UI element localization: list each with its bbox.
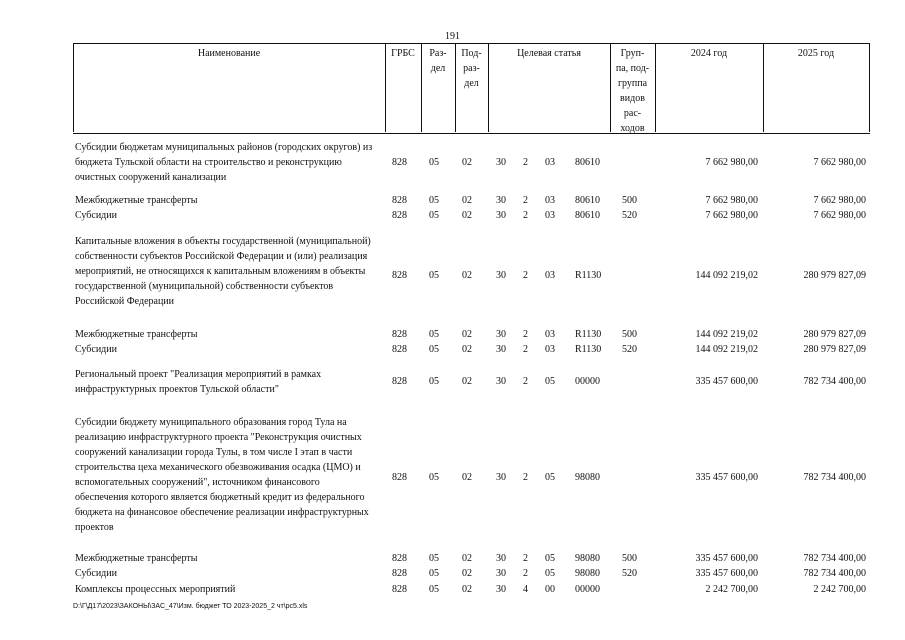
row-name: Субсидии бюджету муниципального образования город Тула на реализацию инфраструктурного проекта "Реконструкция очистных сооружений канализации города Тулы, в том числе I этап в части строительства цеха механического обезвоживания осадка (ЦМО) и вспомогательных сооружений", источником финансового обеспечения которого является бюджетный кредит из федерального бюджета на финансовое обеспечение реализации инфраструктурных проектов bbox=[75, 417, 369, 533]
cell-t4: 98080 bbox=[575, 568, 600, 579]
cell-t4: 98080 bbox=[575, 472, 600, 483]
cell-y2024: 7 662 980,00 bbox=[705, 210, 758, 221]
cell-pr: 02 bbox=[462, 210, 472, 221]
cell-y2025: 782 734 400,00 bbox=[803, 376, 866, 387]
cell-y2024: 2 242 700,00 bbox=[705, 584, 758, 595]
cell-y2025: 2 242 700,00 bbox=[813, 584, 866, 595]
cell-pr: 02 bbox=[462, 195, 472, 206]
cell-t1: 30 bbox=[496, 344, 506, 355]
row-name: Комплексы процессных мероприятий bbox=[75, 584, 236, 595]
file-path-footer: D:\Г\Д17\2023\ЗАКОНЫ\ЗАС_47\Изм. бюджет ТО 2023-2025_2 чт\рс5.xls bbox=[73, 603, 308, 610]
cell-y2024: 335 457 600,00 bbox=[695, 568, 758, 579]
cell-rz: 05 bbox=[429, 210, 439, 221]
cell-t1: 30 bbox=[496, 195, 506, 206]
cell-y2025: 782 734 400,00 bbox=[803, 472, 866, 483]
cell-y2024: 144 092 219,02 bbox=[695, 329, 758, 340]
cell-y2024: 144 092 219,02 bbox=[695, 344, 758, 355]
cell-rz: 05 bbox=[429, 329, 439, 340]
row-name: Межбюджетные трансферты bbox=[75, 553, 198, 564]
cell-vr: 520 bbox=[622, 568, 637, 579]
cell-grbs: 828 bbox=[392, 344, 407, 355]
cell-pr: 02 bbox=[462, 329, 472, 340]
cell-t1: 30 bbox=[496, 210, 506, 221]
cell-grbs: 828 bbox=[392, 270, 407, 281]
cell-y2025: 7 662 980,00 bbox=[813, 157, 866, 168]
cell-y2024: 335 457 600,00 bbox=[695, 472, 758, 483]
cell-t1: 30 bbox=[496, 472, 506, 483]
cell-t4: 00000 bbox=[575, 584, 600, 595]
cell-rz: 05 bbox=[429, 568, 439, 579]
cell-y2024: 335 457 600,00 bbox=[695, 376, 758, 387]
row-name: Субсидии bbox=[75, 344, 117, 355]
cell-rz: 05 bbox=[429, 376, 439, 387]
row-name: Субсидии бюджетам муниципальных районов (городских округов) из бюджета Тульской области на строительство и реконструкцию очистных сооружений канализации bbox=[75, 142, 373, 183]
cell-t3: 00 bbox=[545, 584, 555, 595]
cell-t1: 30 bbox=[496, 329, 506, 340]
cell-t2: 2 bbox=[523, 568, 528, 579]
cell-grbs: 828 bbox=[392, 210, 407, 221]
cell-pr: 02 bbox=[462, 376, 472, 387]
cell-t3: 05 bbox=[545, 376, 555, 387]
cell-t1: 30 bbox=[496, 553, 506, 564]
cell-y2024: 144 092 219,02 bbox=[695, 270, 758, 281]
cell-t4: 00000 bbox=[575, 376, 600, 387]
cell-t2: 2 bbox=[523, 329, 528, 340]
cell-t4: 80610 bbox=[575, 195, 600, 206]
cell-t2: 4 bbox=[523, 584, 528, 595]
header-divider bbox=[869, 43, 870, 132]
cell-y2024: 7 662 980,00 bbox=[705, 195, 758, 206]
cell-t1: 30 bbox=[496, 157, 506, 168]
cell-t3: 03 bbox=[545, 157, 555, 168]
cell-vr: 520 bbox=[622, 210, 637, 221]
col-header-2025: 2025 год bbox=[797, 48, 835, 59]
cell-t3: 03 bbox=[545, 329, 555, 340]
cell-y2024: 335 457 600,00 bbox=[695, 553, 758, 564]
cell-t4: R1130 bbox=[575, 270, 602, 281]
cell-t3: 05 bbox=[545, 472, 555, 483]
cell-t3: 03 bbox=[545, 210, 555, 221]
cell-t2: 2 bbox=[523, 270, 528, 281]
row-name: Капитальные вложения в объекты государственной (муниципальной) собственности субъектов Российской Федерации и (или) реализация мероприятий, не относящихся к капитальным вложениям в объекты государственной (муниципальной) собственности субъектов Российской Федерации bbox=[75, 236, 371, 307]
cell-vr: 500 bbox=[622, 329, 637, 340]
cell-t1: 30 bbox=[496, 376, 506, 387]
cell-pr: 02 bbox=[462, 344, 472, 355]
cell-t2: 2 bbox=[523, 553, 528, 564]
cell-vr: 500 bbox=[622, 553, 637, 564]
page-number: 191 bbox=[445, 31, 460, 42]
cell-t2: 2 bbox=[523, 157, 528, 168]
cell-pr: 02 bbox=[462, 157, 472, 168]
cell-y2025: 7 662 980,00 bbox=[813, 195, 866, 206]
cell-rz: 05 bbox=[429, 472, 439, 483]
row-name: Субсидии bbox=[75, 210, 117, 221]
cell-t4: R1130 bbox=[575, 329, 602, 340]
col-header-gruppa: Груп- па, под- группа видов рас- ходов bbox=[615, 48, 650, 134]
cell-grbs: 828 bbox=[392, 329, 407, 340]
cell-vr: 520 bbox=[622, 344, 637, 355]
cell-pr: 02 bbox=[462, 584, 472, 595]
cell-y2025: 782 734 400,00 bbox=[803, 553, 866, 564]
cell-t1: 30 bbox=[496, 568, 506, 579]
cell-t3: 03 bbox=[545, 270, 555, 281]
col-header-celevaya: Целевая статья bbox=[517, 48, 581, 59]
cell-grbs: 828 bbox=[392, 553, 407, 564]
cell-pr: 02 bbox=[462, 553, 472, 564]
col-header-name: Наименование bbox=[197, 48, 261, 59]
cell-y2025: 280 979 827,09 bbox=[803, 344, 866, 355]
cell-rz: 05 bbox=[429, 553, 439, 564]
cell-rz: 05 bbox=[429, 195, 439, 206]
cell-y2025: 7 662 980,00 bbox=[813, 210, 866, 221]
cell-t3: 05 bbox=[545, 568, 555, 579]
cell-grbs: 828 bbox=[392, 195, 407, 206]
cell-pr: 02 bbox=[462, 270, 472, 281]
cell-rz: 05 bbox=[429, 344, 439, 355]
col-header-grbs: ГРБС bbox=[391, 48, 415, 59]
cell-t2: 2 bbox=[523, 195, 528, 206]
cell-t1: 30 bbox=[496, 270, 506, 281]
row-name: Региональный проект "Реализация мероприятий в рамках инфраструктурных проектов Тульской области" bbox=[75, 369, 322, 395]
cell-grbs: 828 bbox=[392, 472, 407, 483]
cell-t2: 2 bbox=[523, 376, 528, 387]
cell-y2024: 7 662 980,00 bbox=[705, 157, 758, 168]
row-name: Межбюджетные трансферты bbox=[75, 329, 198, 340]
cell-t4: 80610 bbox=[575, 157, 600, 168]
cell-t3: 05 bbox=[545, 553, 555, 564]
cell-grbs: 828 bbox=[392, 157, 407, 168]
cell-vr: 500 bbox=[622, 195, 637, 206]
cell-t4: R1130 bbox=[575, 344, 602, 355]
col-header-2024: 2024 год bbox=[690, 48, 728, 59]
cell-y2025: 280 979 827,09 bbox=[803, 329, 866, 340]
row-name: Субсидии bbox=[75, 568, 117, 579]
cell-grbs: 828 bbox=[392, 376, 407, 387]
cell-t3: 03 bbox=[545, 344, 555, 355]
col-header-podrazdel: Под- раз- дел bbox=[461, 48, 482, 89]
cell-rz: 05 bbox=[429, 270, 439, 281]
cell-t4: 98080 bbox=[575, 553, 600, 564]
cell-y2025: 280 979 827,09 bbox=[803, 270, 866, 281]
cell-rz: 05 bbox=[429, 157, 439, 168]
cell-t1: 30 bbox=[496, 584, 506, 595]
cell-t3: 03 bbox=[545, 195, 555, 206]
cell-grbs: 828 bbox=[392, 568, 407, 579]
cell-t2: 2 bbox=[523, 472, 528, 483]
cell-t2: 2 bbox=[523, 210, 528, 221]
cell-grbs: 828 bbox=[392, 584, 407, 595]
cell-pr: 02 bbox=[462, 568, 472, 579]
row-name: Межбюджетные трансферты bbox=[75, 195, 198, 206]
cell-t4: 80610 bbox=[575, 210, 600, 221]
cell-t2: 2 bbox=[523, 344, 528, 355]
col-header-razdel: Раз- дел bbox=[429, 48, 447, 74]
cell-rz: 05 bbox=[429, 584, 439, 595]
cell-y2025: 782 734 400,00 bbox=[803, 568, 866, 579]
cell-pr: 02 bbox=[462, 472, 472, 483]
